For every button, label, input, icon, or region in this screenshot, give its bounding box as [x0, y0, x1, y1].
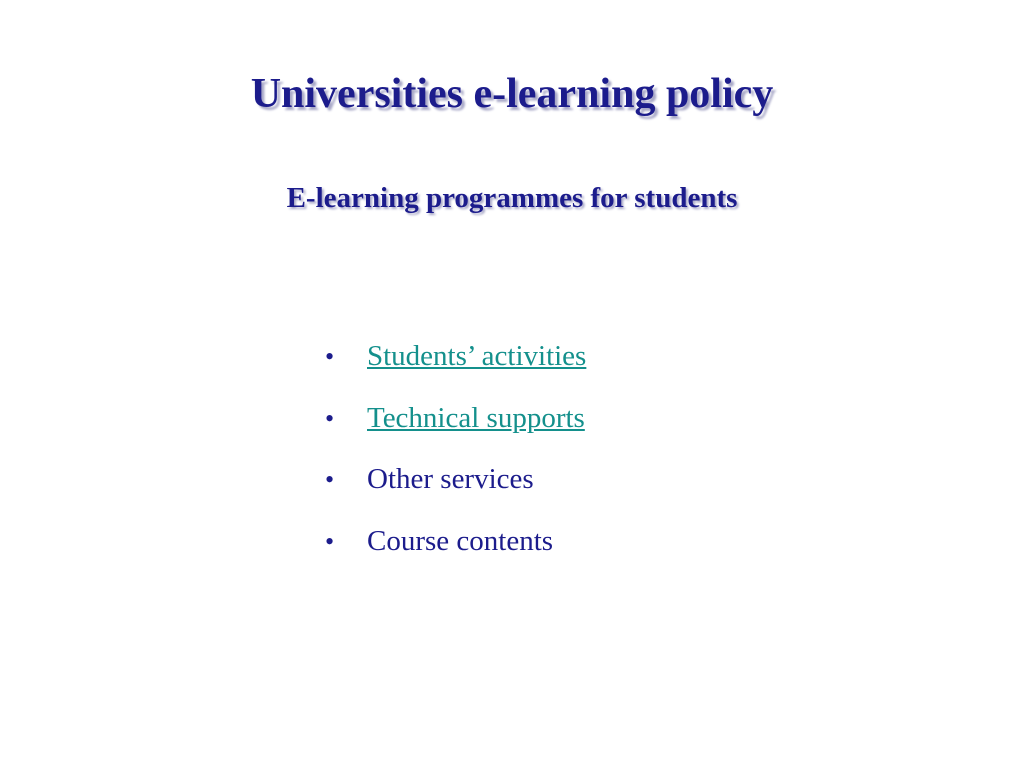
list-item-students-activities — [325, 340, 586, 402]
bullet-list — [325, 340, 586, 586]
link-students-activities[interactable]: Students’ activities — [367, 340, 587, 372]
slide-subtitle: E-learning programmes for students — [286, 182, 738, 214]
slide-title: Universities e-learning policy — [250, 71, 774, 117]
list-item-technical-supports — [325, 402, 586, 464]
text-course-contents: Course contents — [367, 524, 554, 557]
bullet-icon: • — [325, 526, 335, 556]
link-technical-supports[interactable]: Technical supports — [367, 401, 585, 434]
list-item-course-contents — [325, 525, 586, 587]
bullet-icon: • — [325, 342, 335, 371]
bullet-icon: • — [325, 465, 335, 494]
text-other-services: Other services — [367, 463, 534, 495]
bullet-icon: • — [325, 403, 335, 433]
list-item-other-services — [325, 463, 586, 525]
